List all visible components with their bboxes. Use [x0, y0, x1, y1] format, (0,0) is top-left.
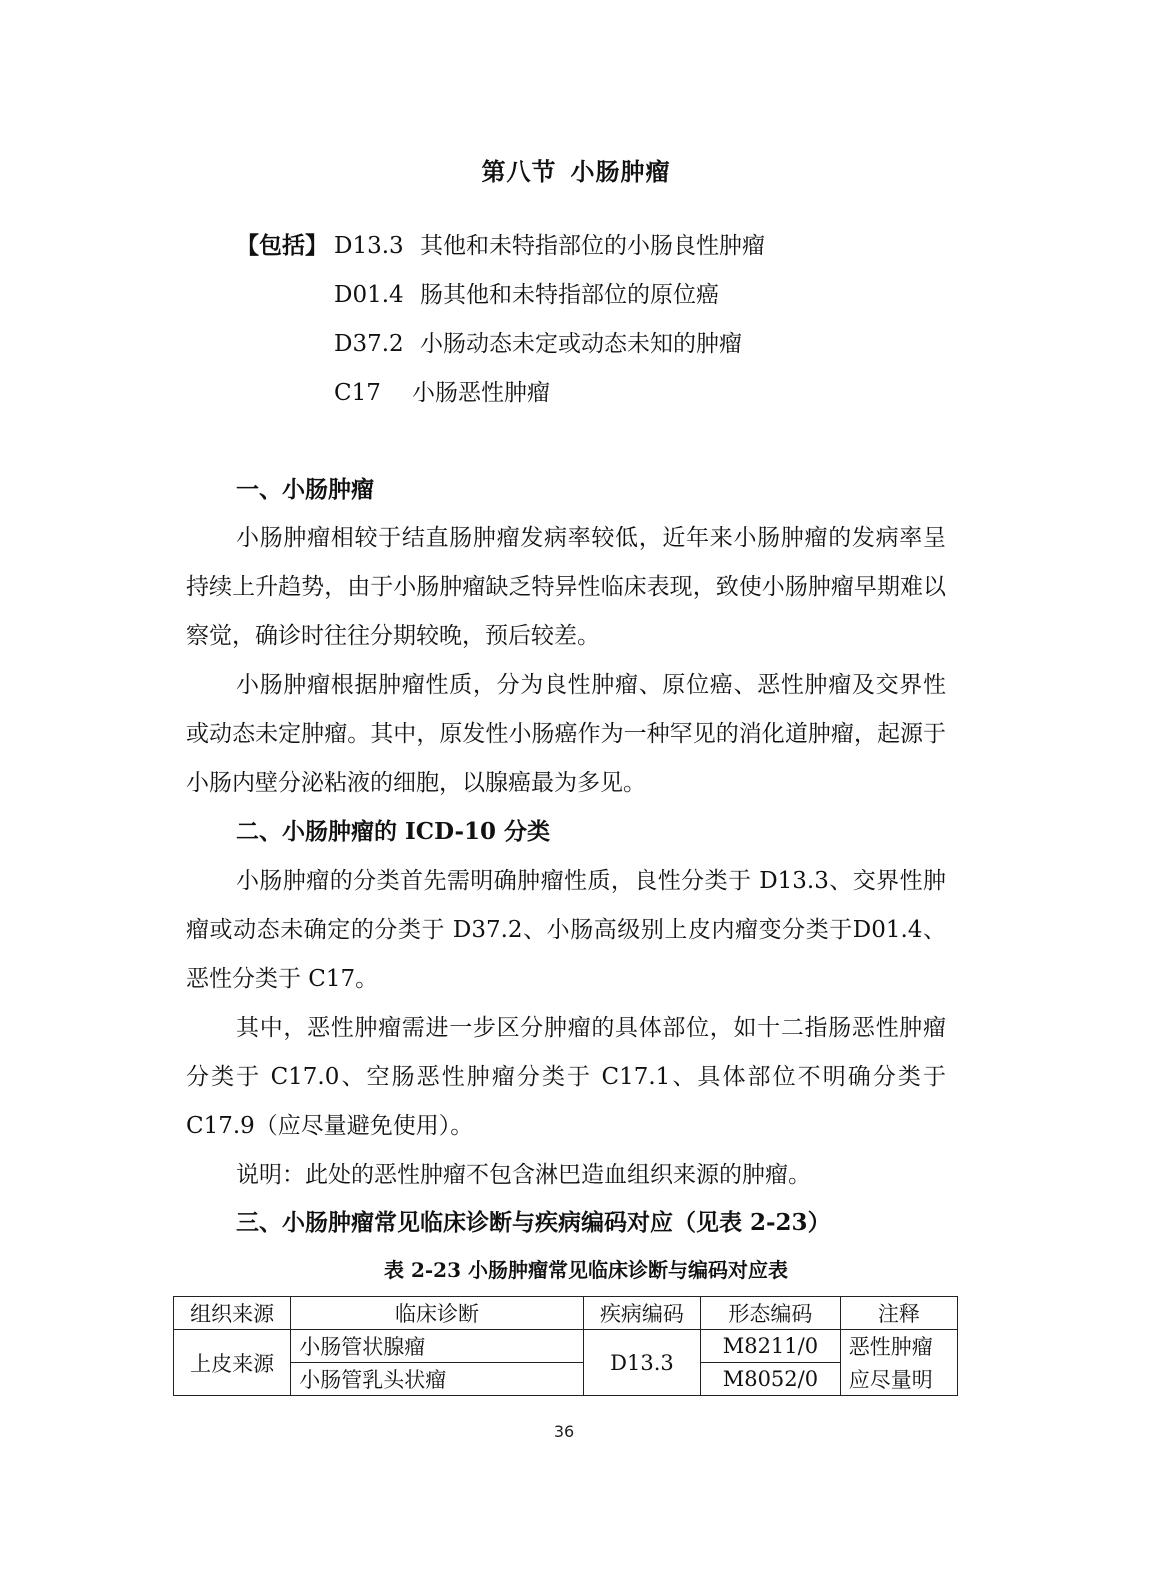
- includes-tag: 【包括】: [236, 232, 328, 259]
- col-header-morphology-code: 形态编码: [701, 1297, 841, 1330]
- table-row: [174, 1330, 958, 1363]
- col-header-source: 组织来源: [174, 1297, 291, 1330]
- coding-table: [173, 1296, 958, 1396]
- heading-diagnosis-coding: 三、小肠肿瘤常见临床诊断与疾病编码对应（见表 2-23）: [236, 1209, 831, 1236]
- heading-icd10-classification: 二、小肠肿瘤的 ICD-10 分类: [236, 818, 551, 845]
- cell-diagnosis: 小肠管状腺瘤: [291, 1330, 584, 1363]
- paragraph-nature: 小肠肿瘤根据肿瘤性质，分为良性肿瘤、原位癌、恶性肿瘤及交界性或动态未定肿瘤。其中，原发性小肠癌作为一种罕见的消化道肿瘤，起源于小肠内壁分泌粘液的细胞，以腺癌最为多见。: [186, 672, 946, 796]
- cell-morphology-code: M8211/0: [701, 1330, 841, 1363]
- col-header-disease-code: 疾病编码: [583, 1297, 700, 1330]
- include-desc: 肠其他和未特指部位的原位癌: [420, 282, 719, 308]
- cell-note: 恶性肿瘤: [840, 1330, 957, 1363]
- paragraph-malignant-site: 其中，恶性肿瘤需进一步区分肿瘤的具体部位，如十二指肠恶性肿瘤分类于 C17.0、空肠恶性肿瘤分类于 C17.1、具体部位不明确分类于C17.9（应尽量避免使用）。: [186, 1015, 946, 1139]
- include-code: C17: [334, 380, 381, 406]
- include-desc: 小肠动态未定或动态未知的肿瘤: [420, 331, 742, 357]
- section-title: [0, 152, 1152, 187]
- include-code: D01.4: [334, 282, 404, 308]
- paragraph-classification: 小肠肿瘤的分类首先需明确肿瘤性质，良性分类于 D13.3、交界性肿瘤或动态未确定的分类于 D37.2、小肠高级别上皮内瘤变分类于D01.4、恶性分类于 C17。: [186, 868, 946, 992]
- col-header-diagnosis: 临床诊断: [291, 1297, 584, 1330]
- include-desc: 其他和未特指部位的小肠良性肿瘤: [420, 233, 765, 259]
- section-name: 小肠肿瘤: [570, 157, 671, 186]
- table-row: [174, 1363, 958, 1396]
- page-number: 36: [553, 1422, 575, 1441]
- include-code: D13.3: [334, 233, 404, 259]
- heading-small-intestine-tumor: 一、小肠肿瘤: [236, 476, 374, 503]
- cell-note: 应尽量明: [840, 1363, 957, 1396]
- cell-source: 上皮来源: [174, 1330, 291, 1396]
- paragraph-intro: 小肠肿瘤相较于结直肠肿瘤发病率较低，近年来小肠肿瘤的发病率呈持续上升趋势，由于小肠肿瘤缺乏特异性临床表现，致使小肠肿瘤早期难以察觉，确诊时往往分期较晚，预后较差。: [186, 525, 946, 649]
- cell-diagnosis: 小肠管乳头状瘤: [291, 1363, 584, 1396]
- paragraph-note: 说明：此处的恶性肿瘤不包含淋巴造血组织来源的肿瘤。: [236, 1162, 811, 1188]
- cell-morphology-code: M8052/0: [701, 1363, 841, 1396]
- section-number: 第八节: [481, 157, 557, 186]
- include-code: D37.2: [334, 331, 404, 357]
- table-header-row: [174, 1297, 958, 1330]
- cell-disease-code: D13.3: [583, 1330, 700, 1396]
- table-caption: 表 2-23 小肠肿瘤常见临床诊断与编码对应表: [384, 1258, 788, 1282]
- col-header-note: 注释: [840, 1297, 957, 1330]
- include-desc: 小肠恶性肿瘤: [412, 380, 550, 406]
